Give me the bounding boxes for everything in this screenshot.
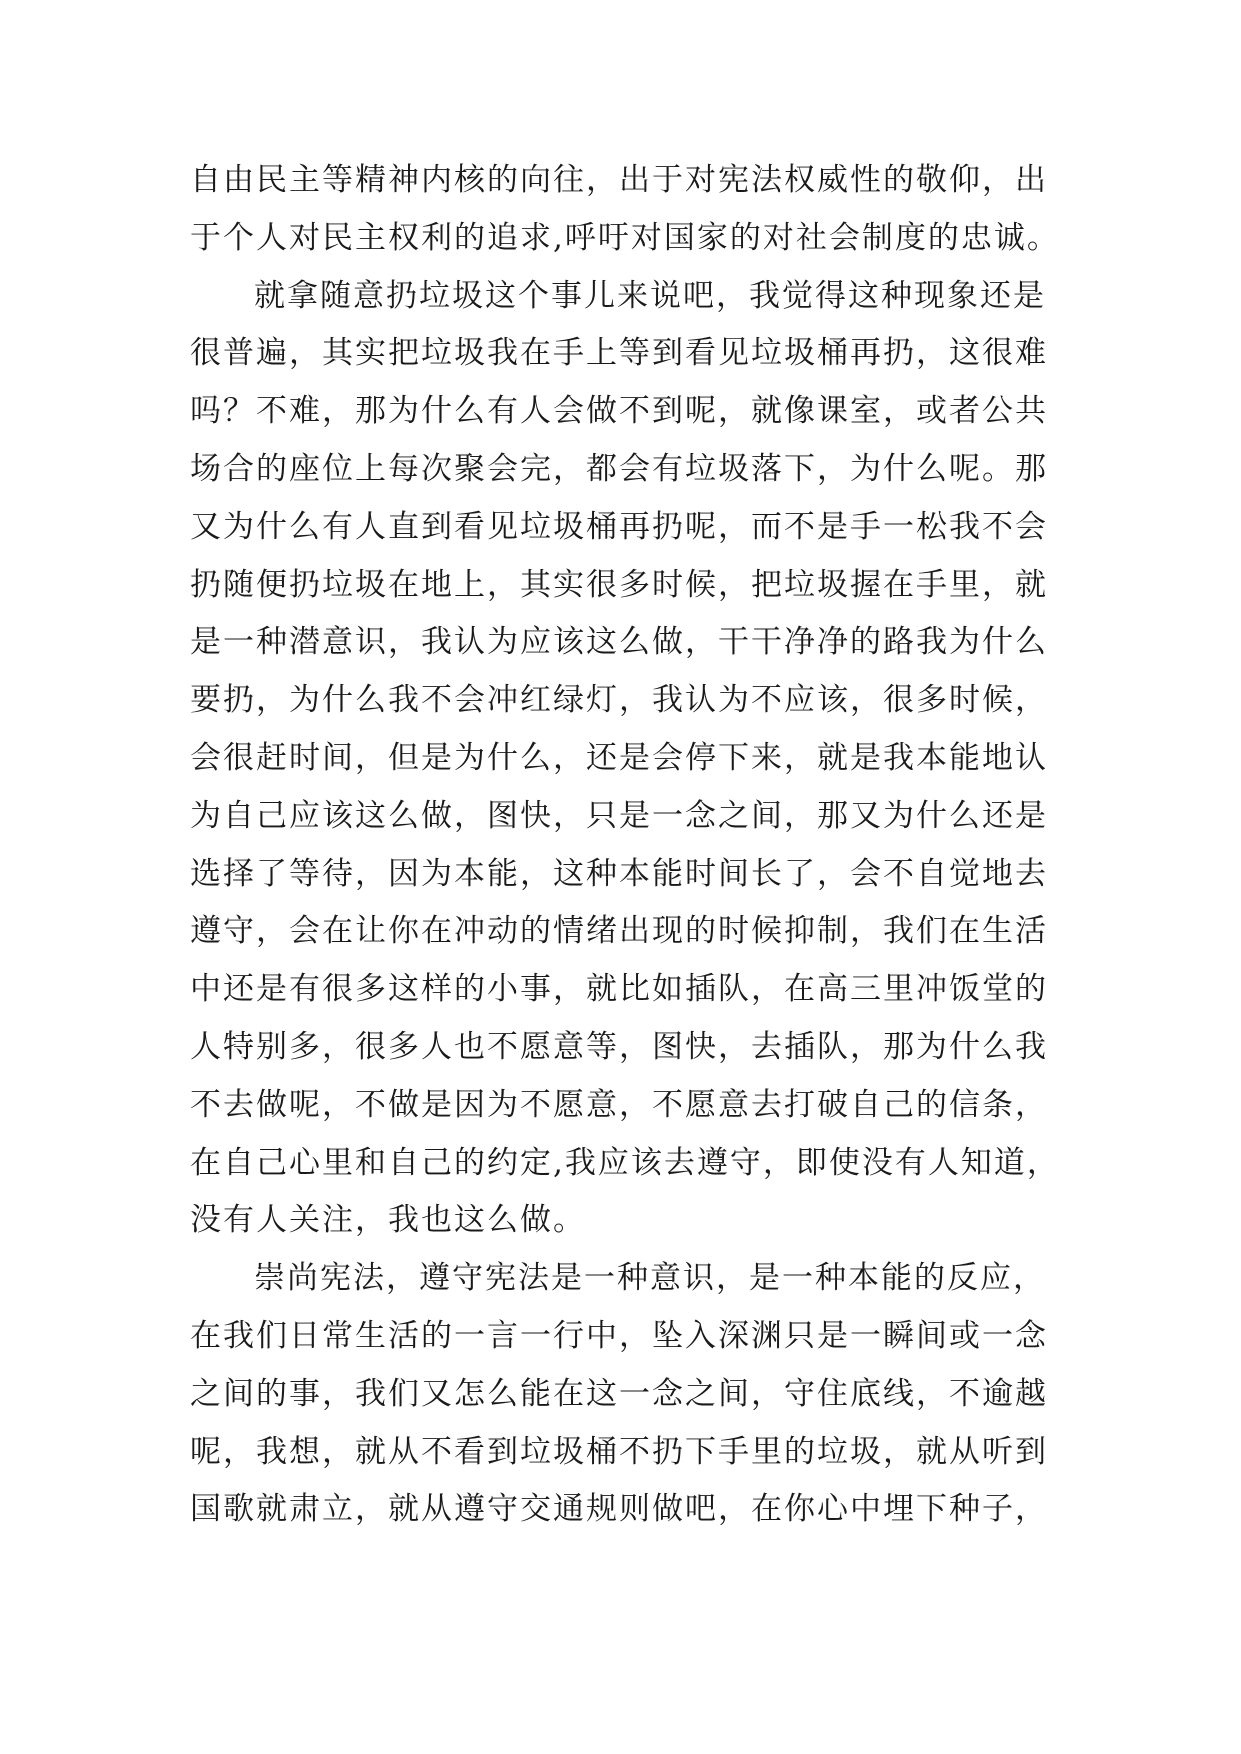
text-line: 中还是有很多这样的小事，就比如插队，在高三里冲饭堂的 <box>190 971 1048 1008</box>
text-line: 会很赶时间，但是为什么，还是会停下来，就是我本能地认 <box>190 739 1048 776</box>
text-line: 之间的事，我们又怎么能在这一念之间，守住底线，不逾越 <box>190 1375 1048 1412</box>
body-text <box>190 152 1090 1539</box>
text-line: 在我们日常生活的一言一行中，坠入深渊只是一瞬间或一念 <box>190 1317 1048 1354</box>
text-line: 为自己应该这么做，图快，只是一念之间，那又为什么还是 <box>190 797 1048 834</box>
text-line: 很普遍，其实把垃圾我在手上等到看见垃圾桶再扔，这很难 <box>190 335 1048 372</box>
text-line: 又为什么有人直到看见垃圾桶再扔呢，而不是手一松我不会 <box>190 508 1048 545</box>
text-line: 自由民主等精神内核的向往，出于对宪法权威性的敬仰，出 <box>190 162 1048 198</box>
text-line: 扔随便扔垃圾在地上，其实很多时候，把垃圾握在手里，就 <box>190 566 1048 603</box>
text-line: 要扔，为什么我不会冲红绿灯，我认为不应该，很多时候， <box>190 682 1048 719</box>
text-line: 人特别多，很多人也不愿意等，图快，去插队，那为什么我 <box>190 1028 1048 1065</box>
text-line: 遵守，会在让你在冲动的情绪出现的时候抑制，我们在生活 <box>190 913 1048 950</box>
text-line: 于个人对民主权利的追求,呼吁对国家的对社会制度的忠诚。 <box>190 219 1060 256</box>
text-line: 没有人关注，我也这么做。 <box>190 1202 586 1239</box>
text-line: 国歌就肃立，就从遵守交通规则做吧，在你心中埋下种子， <box>190 1491 1048 1528</box>
text-line: 是一种潜意识，我认为应该这么做，干干净净的路我为什么 <box>190 624 1048 661</box>
text-line: 在自己心里和自己的约定,我应该去遵守，即使没有人知道， <box>190 1144 1060 1181</box>
paragraph-start-line: 就拿随意扔垃圾这个事儿来说吧，我觉得这种现象还是 <box>254 277 1046 314</box>
paragraph-start-line: 崇尚宪法，遵守宪法是一种意识，是一种本能的反应， <box>254 1260 1046 1297</box>
text-line: 吗？不难，那为什么有人会做不到呢，就像课室，或者公共 <box>190 393 1048 430</box>
text-line: 选择了等待，因为本能，这种本能时间长了，会不自觉地去 <box>190 855 1048 892</box>
text-line: 不去做呢，不做是因为不愿意，不愿意去打破自己的信条， <box>190 1086 1048 1123</box>
text-line: 呢，我想，就从不看到垃圾桶不扔下手里的垃圾，就从听到 <box>190 1433 1048 1470</box>
text-line: 场合的座位上每次聚会完，都会有垃圾落下，为什么呢。那 <box>190 450 1048 487</box>
